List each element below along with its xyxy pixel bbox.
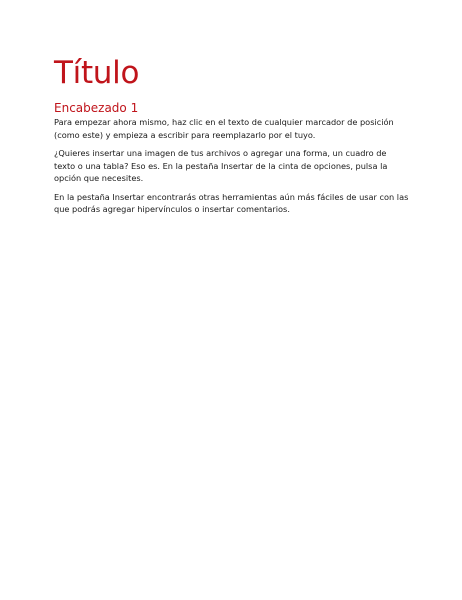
heading-1[interactable]: Encabezado 1 (54, 101, 139, 115)
document-body (54, 54, 409, 222)
body-paragraph-3[interactable]: En la pestaña Insertar encontrarás otras herramientas aún más fáciles de usar con las que podrás agregar hipervínculos o insertar comentarios. (54, 191, 409, 214)
document-title[interactable]: Título (54, 55, 140, 91)
body-paragraph-1[interactable]: Para empezar ahora mismo, haz clic en el texto de cualquier marcador de posición (como este) y empieza a escribir para reemplazarlo por el tuyo. (54, 117, 394, 140)
body-paragraph-2[interactable]: ¿Quieres insertar una imagen de tus archivos o agregar una forma, un cuadro de texto o una tabla? Eso es. En la pestaña Insertar de la cinta de opciones, pulsa la opción que necesites. (54, 148, 388, 183)
